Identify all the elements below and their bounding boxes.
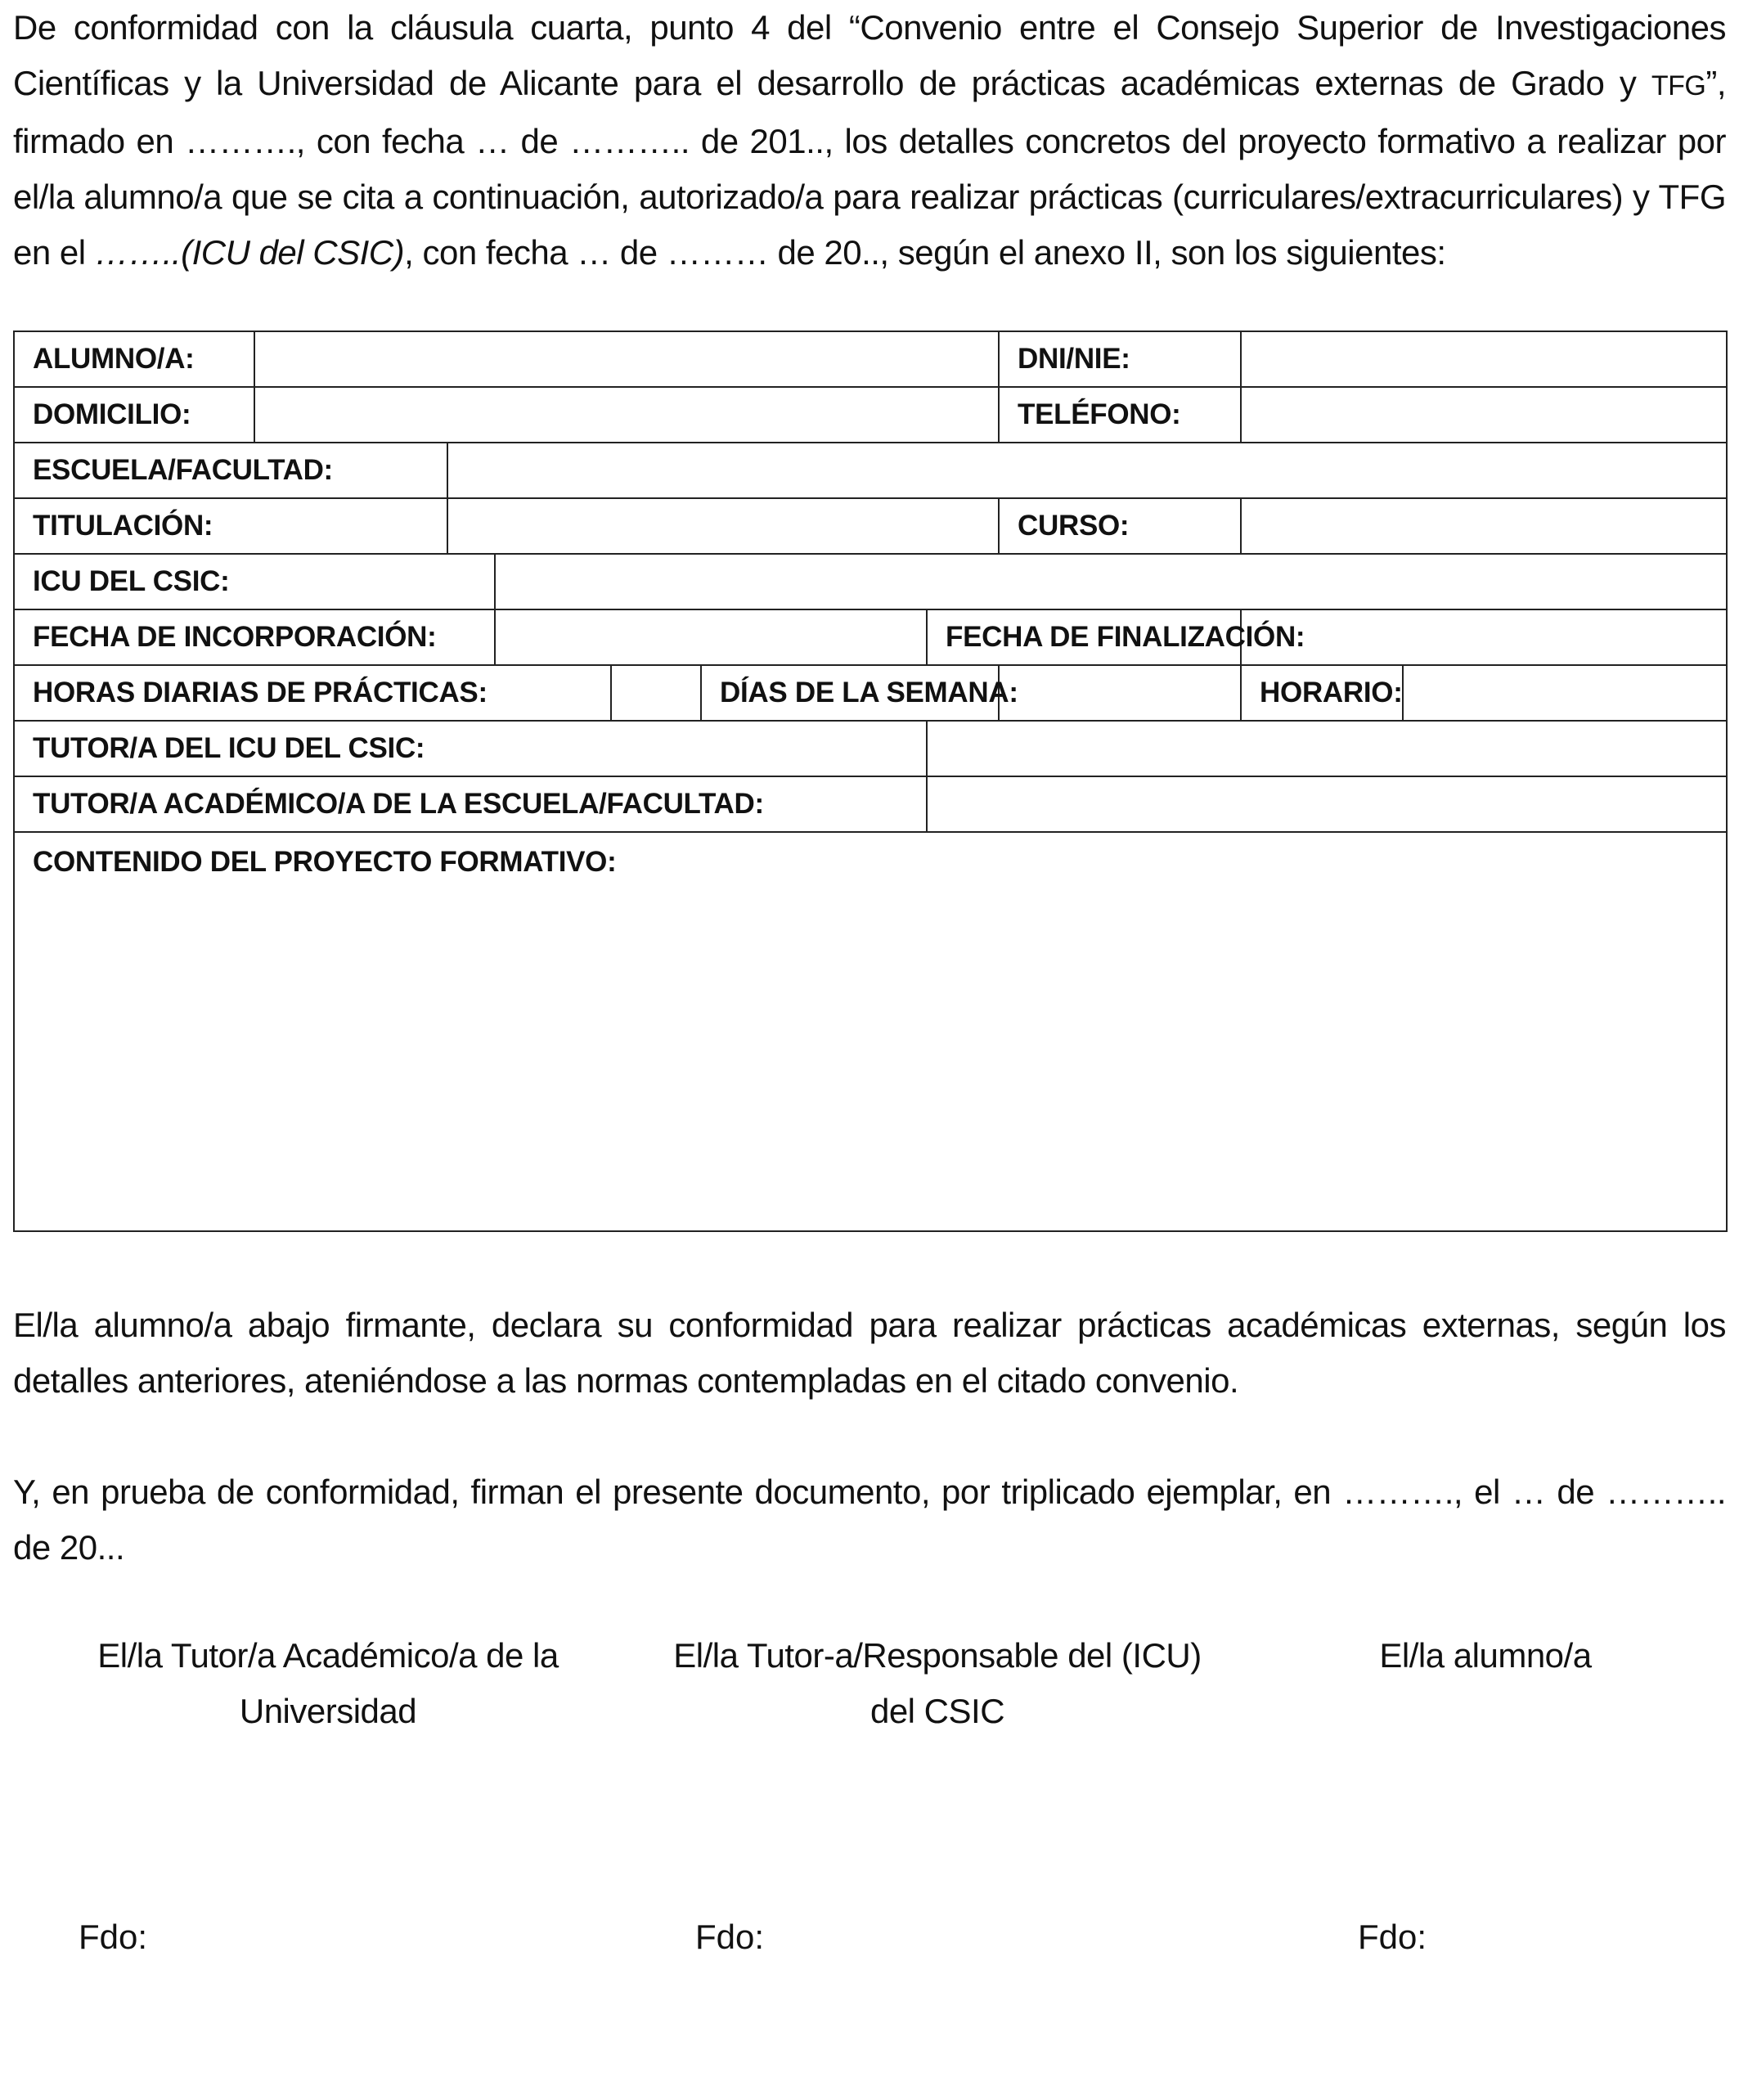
intro-text-1: De conformidad con la cláusula cuarta, punto 4 del “Convenio entre el Consejo Superior de Investigaciones Científicas y la Universidad de Alicante para el desarrollo de prácticas académicas externas de Grado y <box>13 8 1726 102</box>
row-contenido <box>14 832 1727 1231</box>
row-tutor-academico <box>14 776 1727 832</box>
field-dias[interactable] <box>999 665 1241 721</box>
field-curso[interactable] <box>1241 498 1727 554</box>
intro-tfg: TFG <box>1651 70 1706 101</box>
label-dias: DÍAS DE LA SEMANA: <box>701 665 999 721</box>
field-fecha-finalizacion[interactable] <box>1241 609 1727 665</box>
signature-label-student <box>1322 1628 1649 1684</box>
label-horario: HORARIO: <box>1241 665 1403 721</box>
label-curso: CURSO: <box>999 498 1241 554</box>
student-form-table <box>13 331 1728 1232</box>
field-icu[interactable] <box>495 554 1727 609</box>
row-fechas <box>14 609 1727 665</box>
student-label: El/la alumno/a <box>1379 1636 1592 1675</box>
intro-icu-italic: ……..(ICU del CSIC) <box>94 233 405 272</box>
label-fecha-incorporacion: FECHA DE INCORPORACIÓN: <box>14 609 495 665</box>
field-telefono[interactable] <box>1241 387 1727 443</box>
row-tutor-icu <box>14 721 1727 776</box>
label-fecha-finalizacion: FECHA DE FINALIZACIÓN: <box>927 609 1241 665</box>
field-horario[interactable] <box>1403 665 1727 721</box>
label-titulacion: TITULACIÓN: <box>14 498 447 554</box>
field-tutor-academico[interactable] <box>927 776 1727 832</box>
field-titulacion[interactable] <box>447 498 999 554</box>
signature-label-academic <box>70 1628 586 1739</box>
label-dni: DNI/NIE: <box>999 331 1241 387</box>
label-escuela: ESCUELA/FACULTAD: <box>14 443 447 498</box>
intro-paragraph <box>13 0 1726 281</box>
fdo-academic: Fdo: <box>79 1918 148 1956</box>
declaration-paragraph: El/la alumno/a abajo firmante, declara su conformidad para realizar prácticas académicas externas, según los detalles anteriores, ateniéndose a las normas contempladas en el citado convenio. <box>13 1306 1726 1400</box>
signature-label-csic <box>635 1628 1240 1739</box>
field-dni[interactable] <box>1241 331 1727 387</box>
row-horas <box>14 665 1727 721</box>
row-domicilio <box>14 387 1727 443</box>
field-tutor-icu[interactable] <box>927 721 1727 776</box>
closing-paragraph: Y, en prueba de conformidad, firman el presente documento, por triplicado ejemplar, en ………., el … de ……….. de 20... <box>13 1473 1726 1567</box>
csic-label-line-1: El/la Tutor-a/Responsable del (ICU) <box>673 1636 1202 1675</box>
label-icu: ICU DEL CSIC: <box>14 554 495 609</box>
fdo-csic: Fdo: <box>695 1918 765 1956</box>
row-titulacion <box>14 498 1727 554</box>
field-horas[interactable] <box>611 665 701 721</box>
academic-label-line-1: El/la Tutor/a Académico/a de la <box>97 1636 559 1675</box>
label-tutor-icu: TUTOR/A DEL ICU DEL CSIC: <box>14 721 927 776</box>
label-telefono: TELÉFONO: <box>999 387 1241 443</box>
row-icu <box>14 554 1727 609</box>
label-contenido: CONTENIDO DEL PROYECTO FORMATIVO: <box>33 846 617 878</box>
field-alumno[interactable] <box>254 331 999 387</box>
field-contenido[interactable] <box>14 832 1727 1231</box>
intro-text-2: ”, firmado en ………., con fecha … de ……….. de 201.., los detalles concretos del proyecto formativo a realizar por el/la alumno/a que se cita a continuación, autorizado/a para realizar prácticas (curriculares/extracurriculares) y TFG en el <box>13 64 1726 272</box>
intro-text-3: , con fecha … de ……… de 20.., según el anexo II, son los siguientes: <box>404 233 1446 272</box>
field-escuela[interactable] <box>447 443 1727 498</box>
field-fecha-incorporacion[interactable] <box>495 609 927 665</box>
academic-label-line-2: Universidad <box>239 1692 417 1730</box>
label-tutor-academico: TUTOR/A ACADÉMICO/A DE LA ESCUELA/FACULTAD: <box>14 776 927 832</box>
label-horas: HORAS DIARIAS DE PRÁCTICAS: <box>14 665 611 721</box>
label-domicilio: DOMICILIO: <box>14 387 254 443</box>
row-alumno <box>14 331 1727 387</box>
label-alumno: ALUMNO/A: <box>14 331 254 387</box>
fdo-student: Fdo: <box>1358 1918 1427 1956</box>
row-escuela <box>14 443 1727 498</box>
field-domicilio[interactable] <box>254 387 999 443</box>
csic-label-line-2: del CSIC <box>870 1692 1005 1730</box>
